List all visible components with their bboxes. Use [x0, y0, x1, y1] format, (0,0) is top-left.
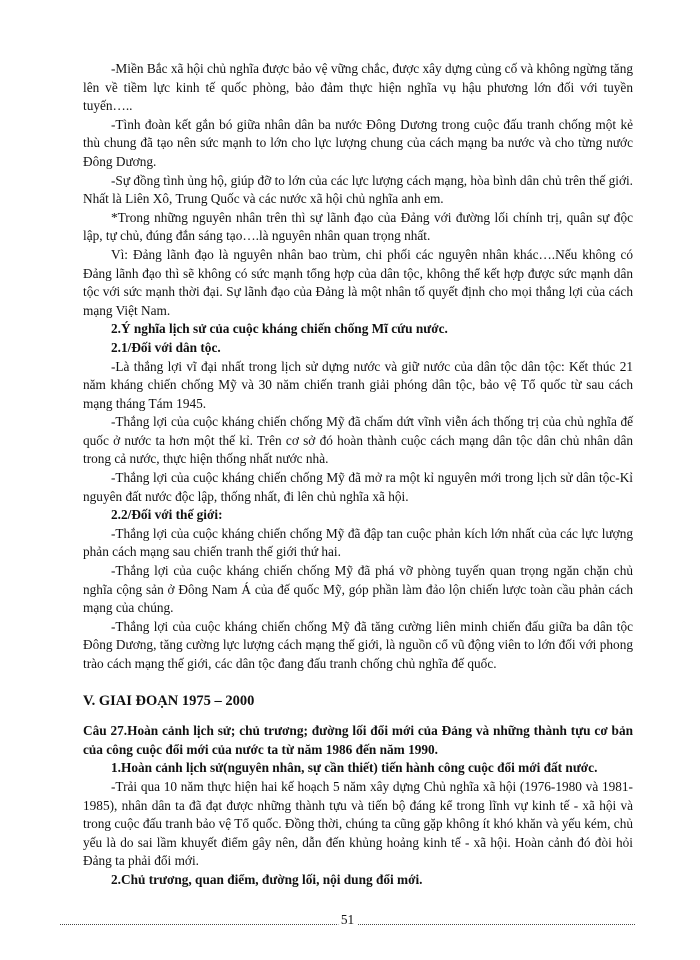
paragraph-ung-ho: -Sự đồng tình ủng hộ, giúp đỡ to lớn của các lực lượng cách mạng, hòa bình dân chủ trên thế giới. Nhất là Liên Xô, Trung Quốc và các nước xã hội chủ nghĩa anh em.	[83, 172, 633, 207]
document-page	[83, 60, 633, 890]
paragraph-cham-dut: -Thắng lợi của cuộc kháng chiến chống Mỹ đã chấm dứt vĩnh viễn ách thống trị của chủ nghĩa đế quốc ở nước ta hơn một thế kỉ. Trên cơ sở đó hoàn thành cuộc cách mạng dân tộc dân chủ nhân dân trong cả nước, thực hiện thống nhất nước nhà.	[83, 414, 633, 467]
heading-chu-truong: 2.Chủ trương, quan điểm, đường lối, nội dung đổi mới.	[111, 871, 423, 887]
paragraph-mien-bac: -Miền Bắc xã hội chủ nghĩa được bảo vệ vững chắc, được xây dựng củng cố và không ngừng tăng lên về tiềm lực kinh tế quốc phòng, bảo đảm thực hiện nghĩa vụ hậu phương lớn đối với tuyền tuyến…..	[83, 61, 633, 114]
paragraph-dap-tan: -Thắng lợi của cuộc kháng chiến chống Mỹ đã đập tan cuộc phản kích lớn nhất của các lực lượng phản cách mạng sau chiến tranh thế giới thứ hai.	[83, 525, 633, 560]
section-title: V. GIAI ĐOẠN 1975 – 2000	[83, 692, 255, 709]
paragraph-thang-loi-vi-dai: -Là thắng lợi vĩ đại nhất trong lịch sử dựng nước và giữ nước của dân tộc dân tộc: Kết thúc 21 năm kháng chiến chống Mỹ và 30 năm chiến tranh giải phóng dân tộc, bảo vệ Tổ quốc từ sau cách mạng tháng Tám 1945.	[83, 358, 633, 411]
heading-doi-voi-the-gioi: 2.2/Đối với thế giới:	[111, 507, 223, 523]
paragraph-vi: Vì: Đảng lãnh đạo là nguyên nhân bao trùm, chi phối các nguyên nhân khác….Nếu không có Đảng lãnh đạo thì sẽ không có sức mạnh tổng hợp của dân tộc, không thể kết hợp được sức mạnh dân tộc với sức mạnh thời đại. Sự lãnh đạo của Đảng là một nhân tố quyết định cho mọi thắng lợi của cách mạng Việt Nam.	[83, 246, 633, 318]
paragraph-pha-vo: -Thắng lợi của cuộc kháng chiến chống Mỹ đã phá vỡ phòng tuyến quan trọng ngăn chặn chủ nghĩa cộng sản ở Đông Nam Á của đế quốc Mỹ, góp phần làm đảo lộn chiến lược toàn cầu phản cách mạng của chúng.	[83, 563, 633, 616]
paragraph-lien-minh: -Thắng lợi của cuộc kháng chiến chống Mỹ đã tăng cường liên minh chiến đấu giữa ba dân tộc Đông Dương, tăng cường lực lượng cách mạng thế giới, là nguồn cổ vũ động viên to lớn đối với phong trào cách mạng thế giới, các dân tộc đang đấu tranh chống chủ nghĩa đế quốc.	[83, 618, 633, 671]
page-footer	[60, 912, 635, 930]
heading-hoan-canh: 1.Hoàn cảnh lịch sử(nguyên nhân, sự cần thiết) tiến hành công cuộc đổi mới đất nước.	[111, 760, 598, 776]
heading-doi-voi-dan-toc: 2.1/Đối với dân tộc.	[111, 339, 221, 355]
heading-y-nghia: 2.Ý nghĩa lịch sử của cuộc kháng chiến chống Mĩ cứu nước.	[111, 321, 448, 337]
question-27: Câu 27.Hoàn cảnh lịch sử; chủ trương; đường lối đổi mới của Đảng và những thành tựu cơ bản của công cuộc đổi mới của nước ta từ năm 1986 đến năm 1990.	[83, 723, 633, 757]
paragraph-ki-nguyen: -Thắng lợi của cuộc kháng chiến chống Mỹ đã mở ra một kỉ nguyên mới trong lịch sử dân tộc-Kỉ nguyên đất nước độc lập, thống nhất, đi lên chủ nghĩa xã hội.	[83, 470, 633, 504]
paragraph-nguyen-nhan-chinh: *Trong những nguyên nhân trên thì sự lãnh đạo của Đảng với đường lối chính trị, quân sự độc lập, tự chủ, đúng đắn sáng tạo….là nguyên nhân quan trọng nhất.	[83, 209, 633, 244]
paragraph-trai-qua: -Trải qua 10 năm thực hiện hai kế hoạch 5 năm xây dựng Chủ nghĩa xã hội (1976-1980 và 1981-1985), nhân dân ta đã đạt được những thành tựu và tiến bộ đáng kể trong lĩnh vự kinh tế - xã hội và trong cuộc đấu tranh bảo vệ Tổ quốc. Đồng thời, chúng ta cũng gặp không ít khó khăn và yếu kém, chủ yếu là do sai lầm khuyết điểm gây nên, dẫn đến khủng hoảng kinh tế - xã hội. Hoàn cảnh đó đòi hỏi Đảng ta phải đổi mới.	[83, 778, 633, 869]
page-number: 51	[338, 912, 357, 928]
paragraph-doan-ket: -Tình đoàn kết gắn bó giữa nhân dân ba nước Đông Dương trong cuộc đấu tranh chống một kẻ thù chung đã tạo nên sức mạnh to lớn cho lực lượng chung của cách mạng ba nước và cho từng nước Đông Dương.	[83, 116, 633, 169]
